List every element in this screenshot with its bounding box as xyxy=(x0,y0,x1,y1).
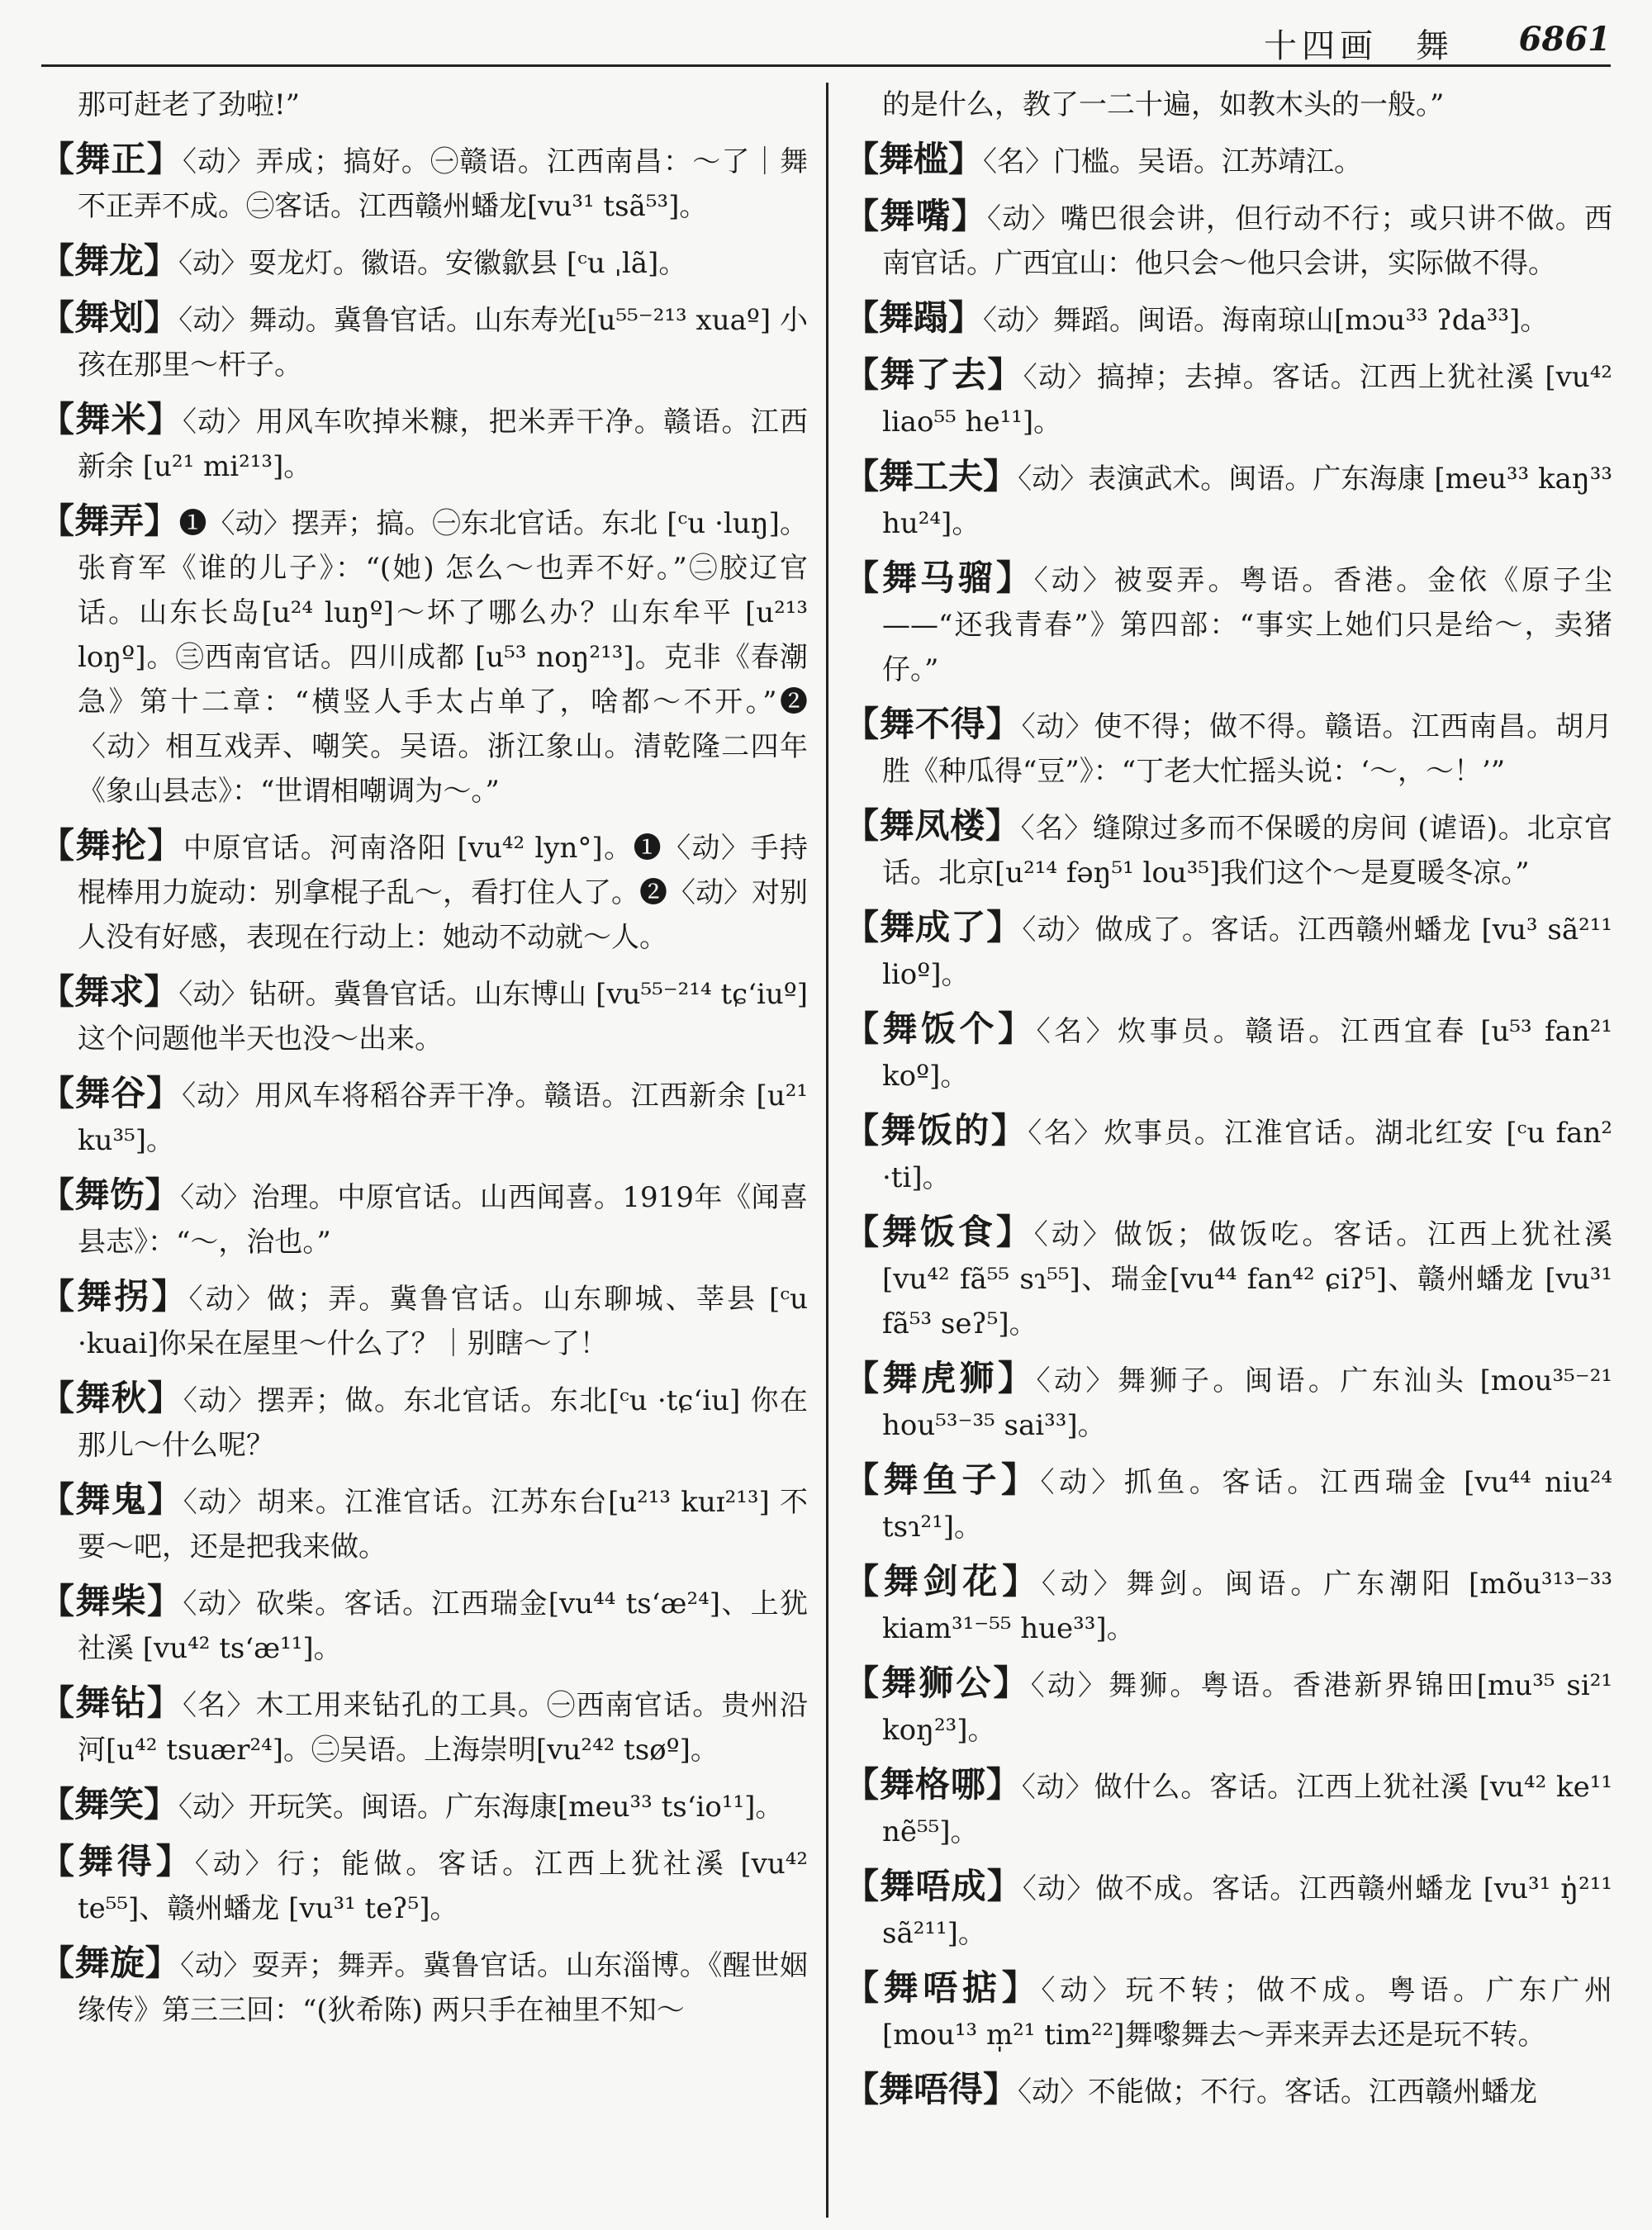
dictionary-entry xyxy=(844,1108,1612,1200)
entry-definition: 〈动〉耍龙灯。徽语。安徽歙县 [ᶜu ˌlã]。 xyxy=(178,247,687,280)
entry-definition: 〈动〉舞狮。粤语。香港新界锦田[mu³⁵ si²¹ koŋ²³]。 xyxy=(882,1669,1612,1747)
entry-definition: 〈名〉炊事员。江淮官话。湖北红安 [ᶜu fan² ·ti]。 xyxy=(882,1117,1612,1194)
entry-definition: 〈动〉用风车将稻谷弄干净。赣语。江西新余 [u²¹ ku³⁵]。 xyxy=(78,1079,808,1157)
entry-definition: 〈动〉不能做；不行。客话。江西赣州蟠龙 xyxy=(1018,2076,1538,2109)
entry-definition: 〈名〉门槛。吴语。江苏靖江。 xyxy=(983,145,1363,178)
entry-headword: 【舞米】 xyxy=(40,399,183,439)
dictionary-entry xyxy=(844,194,1612,286)
entry-definition: 〈动〉弄成；搞好。㊀赣语。江西南昌：～了｜舞不正弄不成。㊁客话。江西赣州蟠龙[vu³¹ tsã⁵³]。 xyxy=(78,145,808,223)
entry-headword: 【舞饭的】 xyxy=(844,1110,1028,1151)
entry-definition: 〈动〉钻研。冀鲁官话。山东博山 [vu⁵⁵⁻²¹⁴ tɕʻiuº] 这个问题他半天也没～出来。 xyxy=(78,978,808,1056)
continued-text xyxy=(844,83,1612,127)
column-divider xyxy=(826,83,828,2218)
entry-definition: 〈名〉缝隙过多而不保暖的房间 (谑语)。北京官话。北京[u²¹⁴ fəŋ⁵¹ lou³⁵]我们这个～是夏暖冬凉。” xyxy=(882,812,1612,890)
entry-definition: 〈动〉嘴巴很会讲，但行动不行；或只讲不做。西南官话。广西宜山：他只会～他只会讲，实际做不得。 xyxy=(882,202,1612,280)
dictionary-entry xyxy=(40,1681,808,1772)
dictionary-entry xyxy=(844,353,1612,444)
entry-definition: 〈动〉舞狮子。闽语。广东汕头 [mou³⁵⁻²¹ hou⁵³⁻³⁵ sai³³]。 xyxy=(882,1364,1612,1442)
entry-headword: 【舞工夫】 xyxy=(844,456,1018,496)
entry-headword: 【舞槛】 xyxy=(844,139,984,179)
dictionary-entry xyxy=(40,823,808,960)
entry-definition: ❶〈动〉摆弄；搞。㊀东北官话。东北 [ᶜu ·luŋ]。张育军《谁的儿子》：“(她) 怎么～也弄不好。”㊁胶辽官话。山东长岛[u²⁴ luŋº]～坏了哪么办？山东牟平 [u²¹³ loŋº]。㊂西南官话。四川成都 [u⁵³ noŋ²¹³]。克非《春潮急》第十二章：“横竖人手太占单了，啥都～不开。”❷〈动〉相互戏弄、嘲笑。吴语。浙江象山。清乾隆二四年《象山县志》：“世谓相嘲调为～。” xyxy=(78,507,808,808)
entry-definition: 〈动〉做什么。客话。江西上犹社溪 [vu⁴² ke¹¹ nẽ⁵⁵]。 xyxy=(882,1771,1612,1848)
entry-headword: 【舞鬼】 xyxy=(40,1479,183,1520)
entry-definition: 〈动〉舞剑。闽语。广东潮阳 [mõu³¹³⁻³³ kiam³¹⁻⁵⁵ hue³³]。 xyxy=(882,1568,1612,1645)
entry-definition: 那可赶老了劲啦!” xyxy=(78,88,301,121)
dictionary-entry xyxy=(844,2067,1612,2114)
entry-definition: 〈动〉治理。中原官话。山西闻喜。1919年《闻喜县志》：“～，治也。” xyxy=(78,1181,808,1259)
entry-definition: 〈动〉耍弄；舞弄。冀鲁官话。山东淄博。《醒世姻缘传》第三三回：“(狄希陈) 两只手在袖里不知～ xyxy=(78,1949,808,2027)
entry-headword: 【舞抡】 xyxy=(40,825,183,866)
entry-headword: 【舞划】 xyxy=(40,297,179,338)
entry-headword: 【舞蹋】 xyxy=(844,297,984,338)
entry-definition: 〈动〉砍柴。客话。江西瑞金[vu⁴⁴ tsʻæ²⁴]、上犹社溪 [vu⁴² tsʻæ¹¹]。 xyxy=(78,1587,808,1665)
entry-headword: 【舞虎狮】 xyxy=(844,1358,1037,1398)
dictionary-entry xyxy=(844,556,1612,692)
entry-headword: 【舞了去】 xyxy=(844,354,1023,395)
entry-headword: 【舞得】 xyxy=(40,1841,195,1881)
dictionary-entry xyxy=(40,970,808,1061)
entry-headword: 【舞马骝】 xyxy=(844,558,1034,598)
dictionary-entry xyxy=(40,1839,808,1931)
entry-definition: 〈动〉开玩笑。闽语。广东海康[meu³³ tsʻio¹¹]。 xyxy=(178,1791,784,1824)
entry-headword: 【舞钻】 xyxy=(40,1682,183,1723)
entry-definition: 的是什么，教了一二十遍，如教木头的一般。” xyxy=(882,88,1445,121)
dictionary-entry xyxy=(40,1579,808,1671)
entry-headword: 【舞狮公】 xyxy=(844,1663,1031,1703)
entry-headword: 【舞饭个】 xyxy=(844,1008,1037,1049)
entry-headword: 【舞嘴】 xyxy=(844,196,987,236)
entry-headword: 【舞饭食】 xyxy=(844,1212,1034,1252)
dictionary-entry xyxy=(844,296,1612,343)
entry-headword: 【舞笑】 xyxy=(40,1784,179,1824)
dictionary-entry xyxy=(40,239,808,286)
entry-definition: 〈动〉行；能做。客话。江西上犹社溪 [vu⁴² te⁵⁵]、赣州蟠龙 [vu³¹ teʔ⁵]。 xyxy=(78,1848,808,1925)
dictionary-entry xyxy=(844,1559,1612,1651)
dictionary-entry xyxy=(844,702,1612,794)
entry-definition: 〈动〉使不得；做不得。赣语。江西南昌。胡月胜《种瓜得“豆”》：“丁老大忙摇头说：‘～，～！’” xyxy=(882,710,1612,788)
dictionary-entry xyxy=(40,499,808,814)
page-header xyxy=(41,15,1611,67)
entry-headword: 【舞唔成】 xyxy=(844,1866,1023,1906)
entry-headword: 【舞秋】 xyxy=(40,1378,183,1418)
entry-headword: 【舞唔掂】 xyxy=(844,1967,1042,2008)
page-number: 6861 xyxy=(1518,20,1611,59)
entry-definition: 〈名〉炊事员。赣语。江西宜春 [u⁵³ fan²¹ koº]。 xyxy=(882,1015,1612,1093)
dictionary-entry xyxy=(844,1210,1612,1346)
entry-definition: 〈动〉被耍弄。粤语。香港。金依《原子尘——“还我青春”》第四部：“事实上她们只是给～，卖猪仔。” xyxy=(882,564,1612,686)
entry-definition: 〈动〉做饭；做饭吃。客话。江西上犹社溪 [vu⁴² fã⁵⁵ sɿ⁵⁵]、瑞金[vu⁴⁴ fan⁴² ɕiʔ⁵]、赣州蟠龙 [vu³¹ fã⁵³ seʔ⁵]。 xyxy=(882,1218,1612,1340)
section-label: 十四画 舞 xyxy=(1264,27,1454,65)
dictionary-entry xyxy=(40,1782,808,1829)
entry-definition: 〈动〉做；弄。冀鲁官话。山东聊城、莘县 [ᶜu ·kuai]你呆在屋里～什么了？｜别瞎～了！ xyxy=(78,1283,808,1360)
entry-definition: 〈动〉搞掉；去掉。客话。江西上犹社溪 [vu⁴² liao⁵⁵ he¹¹]。 xyxy=(882,361,1612,439)
left-column xyxy=(40,83,808,2222)
dictionary-entry xyxy=(844,804,1612,895)
entry-headword: 【舞成了】 xyxy=(844,907,1023,947)
entry-definition: 〈动〉胡来。江淮官话。江苏东台[u²¹³ kuɪ²¹³] 不要～吧，还是把我来做。 xyxy=(78,1486,808,1563)
dictionary-entry xyxy=(844,905,1612,997)
entry-headword: 【舞剑花】 xyxy=(844,1561,1042,1601)
entry-definition: 〈动〉摆弄；做。东北官话。东北[ᶜu ·tɕʻiu] 你在那儿～什么呢？ xyxy=(78,1384,808,1462)
entry-headword: 【舞鱼子】 xyxy=(844,1459,1041,1500)
dictionary-entry xyxy=(40,397,808,489)
dictionary-entry xyxy=(844,1864,1612,1956)
continued-text xyxy=(40,83,808,127)
entry-definition: 〈动〉做成了。客话。江西赣州蟠龙 [vu³ sã²¹¹ lioº]。 xyxy=(882,913,1612,991)
entry-headword: 【舞旋】 xyxy=(40,1943,181,1983)
dictionary-entry xyxy=(40,137,808,229)
entry-definition: 〈动〉抓鱼。客话。江西瑞金 [vu⁴⁴ niu²⁴ tsɿ²¹]。 xyxy=(882,1466,1612,1544)
entry-headword: 【舞龙】 xyxy=(40,240,179,281)
entry-definition: 〈动〉表演武术。闽语。广东海康 [meu³³ kaŋ³³ hu²⁴]。 xyxy=(882,463,1612,540)
dictionary-entry xyxy=(844,1661,1612,1753)
dictionary-entry xyxy=(40,296,808,387)
entry-headword: 【舞不得】 xyxy=(844,704,1022,744)
right-column xyxy=(844,83,1612,2222)
entry-headword: 【舞谷】 xyxy=(40,1073,183,1113)
entry-definition: 〈动〉舞蹈。闽语。海南琼山[mɔu³³ ʔda³³]。 xyxy=(983,304,1549,337)
entry-headword: 【舞格哪】 xyxy=(844,1764,1022,1805)
dictionary-entry xyxy=(40,1274,808,1366)
entry-headword: 【舞唔得】 xyxy=(844,2069,1018,2109)
entry-headword: 【舞凤楼】 xyxy=(844,805,1021,846)
entry-headword: 【舞求】 xyxy=(40,971,179,1012)
dictionary-entry xyxy=(844,1356,1612,1448)
dictionary-entry xyxy=(40,1071,808,1163)
entry-headword: 【舞弄】 xyxy=(40,501,179,541)
entry-definition: 〈动〉做不成。客话。江西赣州蟠龙 [vu³¹ ŋ̍²¹¹ sã²¹¹]。 xyxy=(882,1872,1612,1950)
dictionary-entry xyxy=(40,1941,808,2033)
entry-headword: 【舞正】 xyxy=(40,139,183,179)
entry-headword: 【舞拐】 xyxy=(40,1276,189,1317)
dictionary-entry xyxy=(844,1007,1612,1098)
dictionary-entry xyxy=(844,1966,1612,2057)
dictionary-entry xyxy=(40,1478,808,1569)
dictionary-entry xyxy=(844,1458,1612,1549)
dictionary-entry xyxy=(844,454,1612,546)
entry-definition: 〈名〉木工用来钻孔的工具。㊀西南官话。贵州沿河[u⁴² tsuær²⁴]。㊁吴语。上海崇明[vu²⁴² tsøº]。 xyxy=(78,1689,808,1767)
dictionary-entry xyxy=(844,1763,1612,1854)
dictionary-entry xyxy=(40,1376,808,1468)
dictionary-entry xyxy=(40,1173,808,1264)
dictionary-entry xyxy=(844,137,1612,184)
entry-definition: 〈动〉舞动。冀鲁官话。山东寿光[u⁵⁵⁻²¹³ xuaº] 小孩在那里～杆子。 xyxy=(78,304,808,382)
entry-definition: 中原官话。河南洛阳 [vu⁴² lyn°]。❶〈动〉手持棍棒用力旋动：别拿棍子乱～，看打住人了。❷〈动〉对别人没有好感，表现在行动上：她动不动就～人。 xyxy=(78,832,808,954)
entry-headword: 【舞饬】 xyxy=(40,1174,181,1215)
entry-headword: 【舞柴】 xyxy=(40,1581,183,1621)
entry-definition: 〈动〉玩不转；做不成。粤语。广东广州 [mou¹³ m̩²¹ tim²²]舞嚟舞去～弄来弄去还是玩不转。 xyxy=(882,1974,1612,2052)
entry-definition: 〈动〉用风车吹掉米糠，把米弄干净。赣语。江西新余 [u²¹ mi²¹³]。 xyxy=(78,406,808,483)
